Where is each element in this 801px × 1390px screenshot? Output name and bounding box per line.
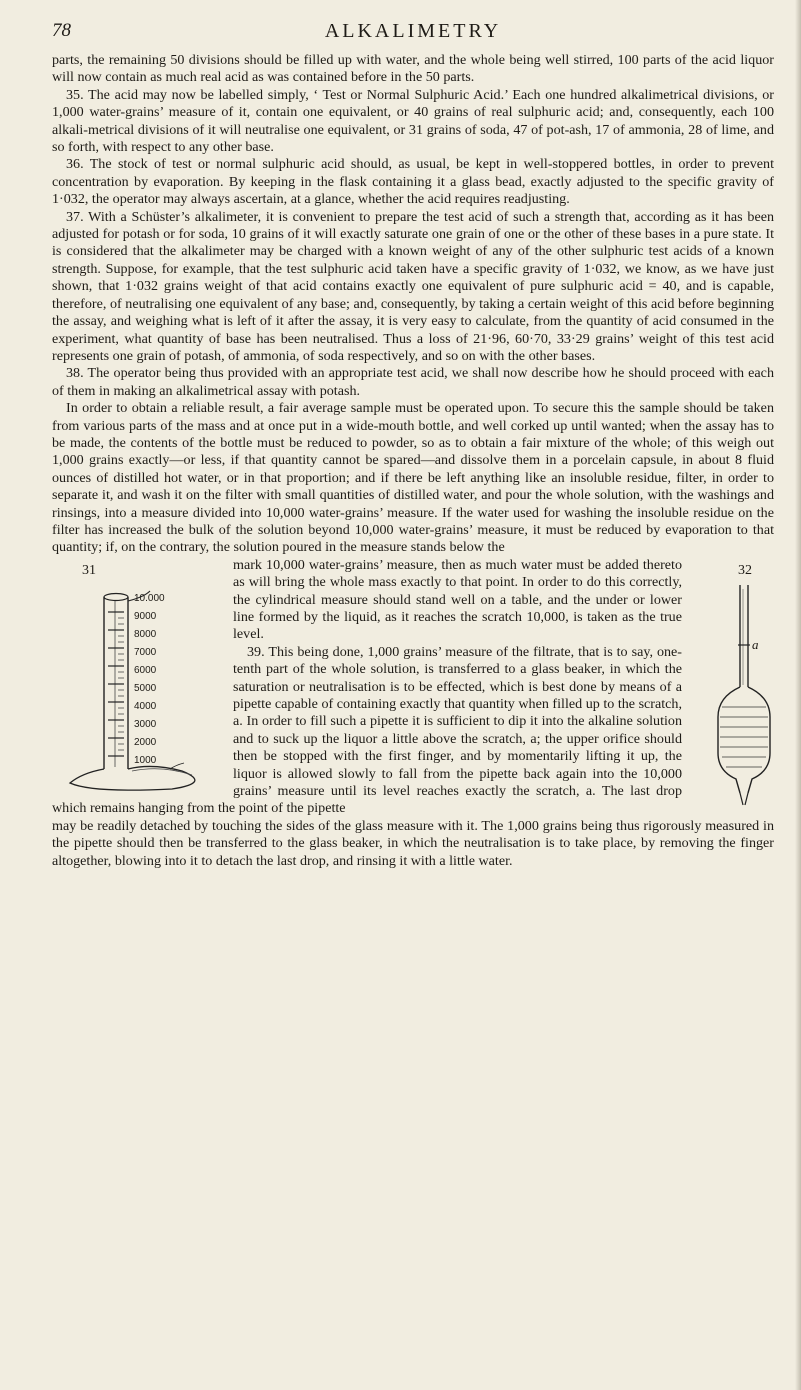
paragraph-continued: parts, the remaining 50 divisions should be filled up with water, and the whole being well stirred, 100 parts of the acid liquor will now contain as much real acid as was contained before in the 50 parts. <box>52 52 774 86</box>
scale-label: 10.000 <box>134 592 165 604</box>
scale-label: 8000 <box>134 628 157 640</box>
figure-31-label: 31 <box>82 562 96 578</box>
running-head: ALKALIMETRY <box>324 20 502 42</box>
figure-31-measure <box>52 557 227 797</box>
page <box>52 18 774 870</box>
scale-label: 5000 <box>134 682 157 694</box>
paragraph-38: 38. The operator being thus provided with an appropriate test acid, we shall now describe how he should proceed with each of them in making an alkalimetrical assay with potash. <box>52 365 774 399</box>
scale-label: 4000 <box>134 700 157 712</box>
scale-label: 6000 <box>134 664 157 676</box>
scale-label: 1000 <box>134 754 157 766</box>
scale-label: 7000 <box>134 646 157 658</box>
paragraph-closing: may be readily detached by touching the sides of the glass measure with it. The 1,000 grains being thus rigorously measured in the pipette should then be transferred to the glass beaker, in which the neutralisation is to take place, by removing the finger altogether, blowing into it to detach the last drop, and rinsing it with a little water. <box>52 817 774 869</box>
paragraph-wrapped: mark 10,000 water-grains’ measure, then as much water must be added thereto as will bring the whole mass exactly to that point. In order to do this correctly, the cylindrical measure should stand well on a table, and the under or lower line formed by the liquid, as it reaches the scratch 10,000, is taken as the true level. <box>233 556 682 643</box>
scale-label: 2000 <box>134 736 157 748</box>
scale-label: 3000 <box>134 718 157 730</box>
paragraph-39: 39. This being done, 1,000 grains’ measure of the filtrate, that is to say, one-tenth part of the whole solution, is transferred to a glass beaker, in which the saturation or neutralisation is to be effected, which is best done by means of a pipette capable of containing exactly that quantity when filled up to the scratch, a. In order to fill such a pipette it is sufficient to dip it into the alkaline solution and to suck up the liquor a little above the scratch, a; the upper orifice should then be stopped with the first finger, and by momentarily lifting it up, the liquor is allowed slowly to fall from the pipette back again into the 10,000 grains’ measure until its level reaches exactly the scratch, a. The last drop which remains hanging from the point of the pipette <box>52 643 682 817</box>
paragraph-35: 35. The acid may now be labelled simply, ‘ Test or Normal Sulphuric Acid.’ Each one hundred alkalimetrical divisions, or 1,000 water-grains’ measure of it, contain one equivalent, or 40 grains of real sulphuric acid; and, consequently, each 100 alkali-metrical divisions of it will neutralise one equivalent, or 31 grains of soda, 47 of pot-ash, 17 of ammonia, 28 of lime, and so forth, with respect to any other base. <box>52 86 774 156</box>
paragraph-37: 37. With a Schüster’s alkalimeter, it is convenient to prepare the test acid of such a strength that, according as it has been adjusted for potash or for soda, 10 grains of it will exactly saturate one grain of one or the other of these bases in a pure state. It is considered that the alkalimeter may be charged with a known weight of any of the other sulphuric test acids of a known strength. Suppose, for example, that the test sulphuric acid taken have a specific gravity of 1·032, we know, as we have just shown, that 1·032 grains weight of that acid contains exactly one equivalent of pure sulphuric acid = 40, and is capable, therefore, of neutralising one equivalent of any base; and, consequently, by taking a certain weight of this acid before beginning the assay, and weighing what is left of it after the assay, it is very easy to calculate, from the quantity of acid consumed in the experiment, what quantity of base has been neutralised. Thus a loss of 21·96, 60·70, 33·29 grains’ weight of this test acid represents one grain of potash, of ammonia, of soda respectively, and so on with the other bases. <box>52 208 774 364</box>
pipette-drawing <box>688 557 774 809</box>
scale-labels <box>134 590 165 770</box>
figure-32-pipette <box>688 557 774 809</box>
page-edge <box>795 0 801 1390</box>
paragraph-36: 36. The stock of test or normal sulphuric acid should, as usual, be kept in well-stoppered bottles, in order to prevent concentration by evaporation. By keeping in the flask containing it a glass bead, exactly adjusted to the specific gravity of 1·032, the operator may always ascertain, at a glance, whether the acid requires readjusting. <box>52 156 774 208</box>
page-number: 78 <box>52 20 71 41</box>
figure-32-label: 32 <box>738 562 752 578</box>
scratch-mark-label: a <box>752 636 759 652</box>
scale-label: 9000 <box>134 610 157 622</box>
paragraph-sampling: In order to obtain a reliable result, a fair average sample must be operated upon. To secure this the sample should be taken from various parts of the mass and at once put in a wide-mouth bottle, and well corked up until wanted; when the assay has to be made, the contents of the bottle must be reduced to powder, so as to obtain a fair mixture of the whole; of this weigh out 1,000 grains exactly—or less, if that quantity cannot be spared—and dissolve them in a porcelain capsule, in about 8 fluid ounces of distilled hot water, or in that proportion; and if there be left anything like an insoluble residue, filter, in order to separate it, and wash it on the filter with small quantities of distilled water, and pour the whole solution, with the washings and rinsings, into a measure divided into 10,000 water-grains’ measure. If the water used for washing the insoluble residue on the filter has increased the bulk of the solution beyond 10,000 water-grains’ measure, it must be reduced by evaporation to that quantity; if, on the contrary, the solution poured in the measure stands below the <box>52 400 774 556</box>
figure-row <box>52 557 774 818</box>
page-header <box>52 18 774 52</box>
